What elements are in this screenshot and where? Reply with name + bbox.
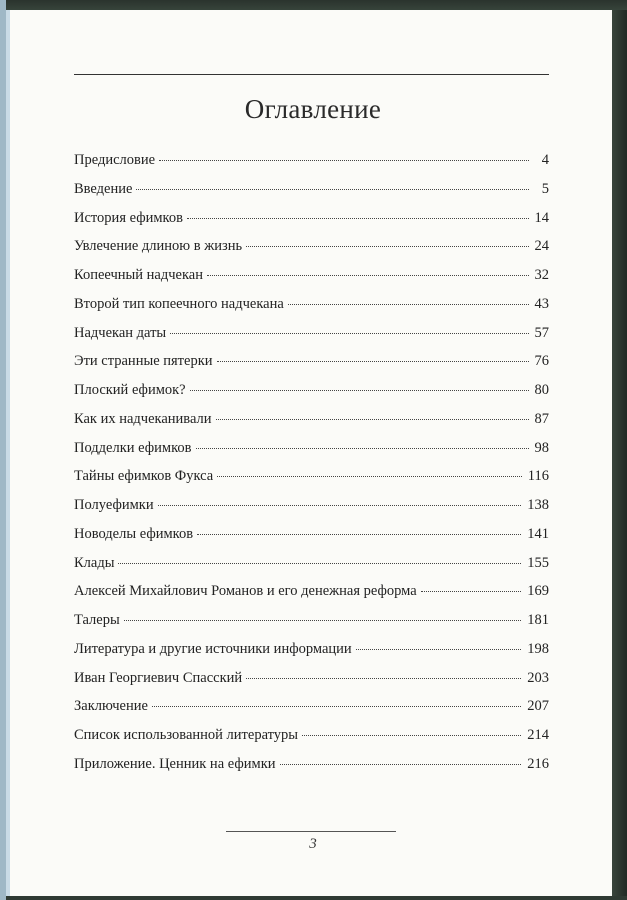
dot-leader: [207, 275, 529, 276]
footer-rule: [226, 831, 396, 832]
toc-entry-page: 76: [534, 353, 549, 370]
dot-leader: [280, 764, 522, 765]
toc-entry: [74, 635, 549, 664]
toc-entry-page: 24: [534, 238, 549, 255]
toc-entry-title: История ефимков: [74, 209, 183, 226]
toc-entry: [74, 347, 549, 376]
toc-entry-title: Новоделы ефимков: [74, 525, 194, 542]
toc-entry: [74, 204, 549, 233]
toc-entry-title: Плоский ефимок?: [74, 382, 186, 398]
toc-entry: [74, 290, 549, 319]
toc-entry: [74, 405, 549, 434]
toc-entry-title: Предисловие: [74, 152, 156, 168]
dot-leader: [187, 218, 529, 219]
toc-entry-page: 155: [527, 554, 549, 571]
toc-entry: [74, 376, 549, 405]
dot-leader: [356, 649, 522, 650]
dot-leader: [158, 505, 522, 506]
toc-entry-title: Список использованной литературы: [74, 727, 299, 743]
toc-entry-page: 32: [534, 267, 549, 283]
dot-leader: [136, 189, 529, 190]
toc-entry-title: Приложение. Ценник на ефимки: [74, 755, 276, 772]
dot-leader: [118, 563, 521, 564]
dot-leader: [288, 304, 529, 305]
toc-entry-title: Алексей Михайлович Романов и его денежная реформа: [74, 583, 417, 600]
toc-entry-title: Второй тип копеечного надчекана: [74, 295, 284, 312]
dot-leader: [246, 246, 528, 247]
toc-entry-page: 198: [527, 640, 549, 657]
toc-entry-page: 14: [534, 209, 549, 226]
dot-leader: [421, 591, 522, 592]
toc-entry-page: 214: [527, 727, 549, 743]
toc-entry-page: 169: [527, 583, 549, 600]
toc-entry-title: Тайны ефимков Фукса: [74, 468, 214, 485]
dot-leader: [216, 419, 529, 420]
toc-entry-page: 207: [527, 698, 549, 715]
dot-leader: [217, 476, 522, 477]
toc-entry-page: 57: [534, 324, 549, 341]
toc-entry: [74, 146, 549, 175]
dot-leader: [246, 678, 521, 679]
toc-entry: [74, 491, 549, 520]
toc-entry-title: Литература и другие источники информации: [74, 640, 352, 657]
toc-entry-page: 181: [527, 612, 549, 628]
dot-leader: [217, 361, 529, 362]
toc-entry-title: Введение: [74, 180, 133, 197]
toc-entry-title: Иван Георгиевич Спасский: [74, 669, 243, 686]
toc-entry: [74, 577, 549, 606]
toc-entry: [74, 175, 549, 204]
dot-leader: [196, 448, 529, 449]
toc-entry-title: Клады: [74, 554, 115, 571]
dot-leader: [170, 333, 528, 334]
toc-entry-page: 203: [527, 669, 549, 686]
toc-entry: [74, 232, 549, 261]
toc-entry-page: 138: [527, 497, 549, 513]
toc-entry-page: 80: [534, 382, 549, 398]
toc-entry-page: 87: [534, 410, 549, 427]
page-title: Оглавление: [244, 94, 382, 124]
toc-entry: [74, 434, 549, 463]
toc-entry-page: 4: [541, 152, 549, 168]
toc-entry: [74, 319, 549, 348]
table-of-contents: [74, 146, 549, 779]
toc-entry: [74, 692, 549, 721]
toc-entry-title: Эти странные пятерки: [74, 353, 213, 370]
toc-entry: [74, 750, 549, 779]
book-page: [6, 10, 612, 896]
toc-entry: [74, 664, 549, 693]
top-rule: [74, 74, 549, 75]
toc-entry: [74, 549, 549, 578]
toc-entry-page: 216: [527, 755, 549, 772]
toc-entry-page: 98: [534, 439, 549, 456]
toc-entry-title: Увлечение длиною в жизнь: [74, 238, 243, 255]
toc-entry-page: 5: [541, 180, 549, 197]
toc-entry-title: Подделки ефимков: [74, 439, 192, 456]
scan-background-right: [612, 10, 627, 896]
toc-entry: [74, 606, 549, 635]
dot-leader: [190, 390, 529, 391]
toc-entry-title: Заключение: [74, 698, 148, 715]
toc-entry: [74, 261, 549, 290]
toc-entry-page: 141: [527, 525, 549, 542]
toc-entry-title: Талеры: [74, 612, 120, 628]
dot-leader: [302, 735, 521, 736]
page-number: 3: [309, 836, 317, 852]
toc-entry-title: Копеечный надчекан: [74, 267, 203, 283]
toc-entry: [74, 520, 549, 549]
toc-entry: [74, 462, 549, 491]
toc-entry-title: Полуефимки: [74, 497, 154, 513]
toc-entry-title: Как их надчеканивали: [74, 410, 212, 427]
toc-entry: [74, 721, 549, 750]
toc-entry-page: 43: [534, 295, 549, 312]
dot-leader: [124, 620, 522, 621]
dot-leader: [197, 534, 521, 535]
dot-leader: [152, 706, 521, 707]
dot-leader: [159, 160, 529, 161]
toc-entry-page: 116: [527, 468, 549, 485]
toc-entry-title: Надчекан даты: [74, 324, 167, 341]
